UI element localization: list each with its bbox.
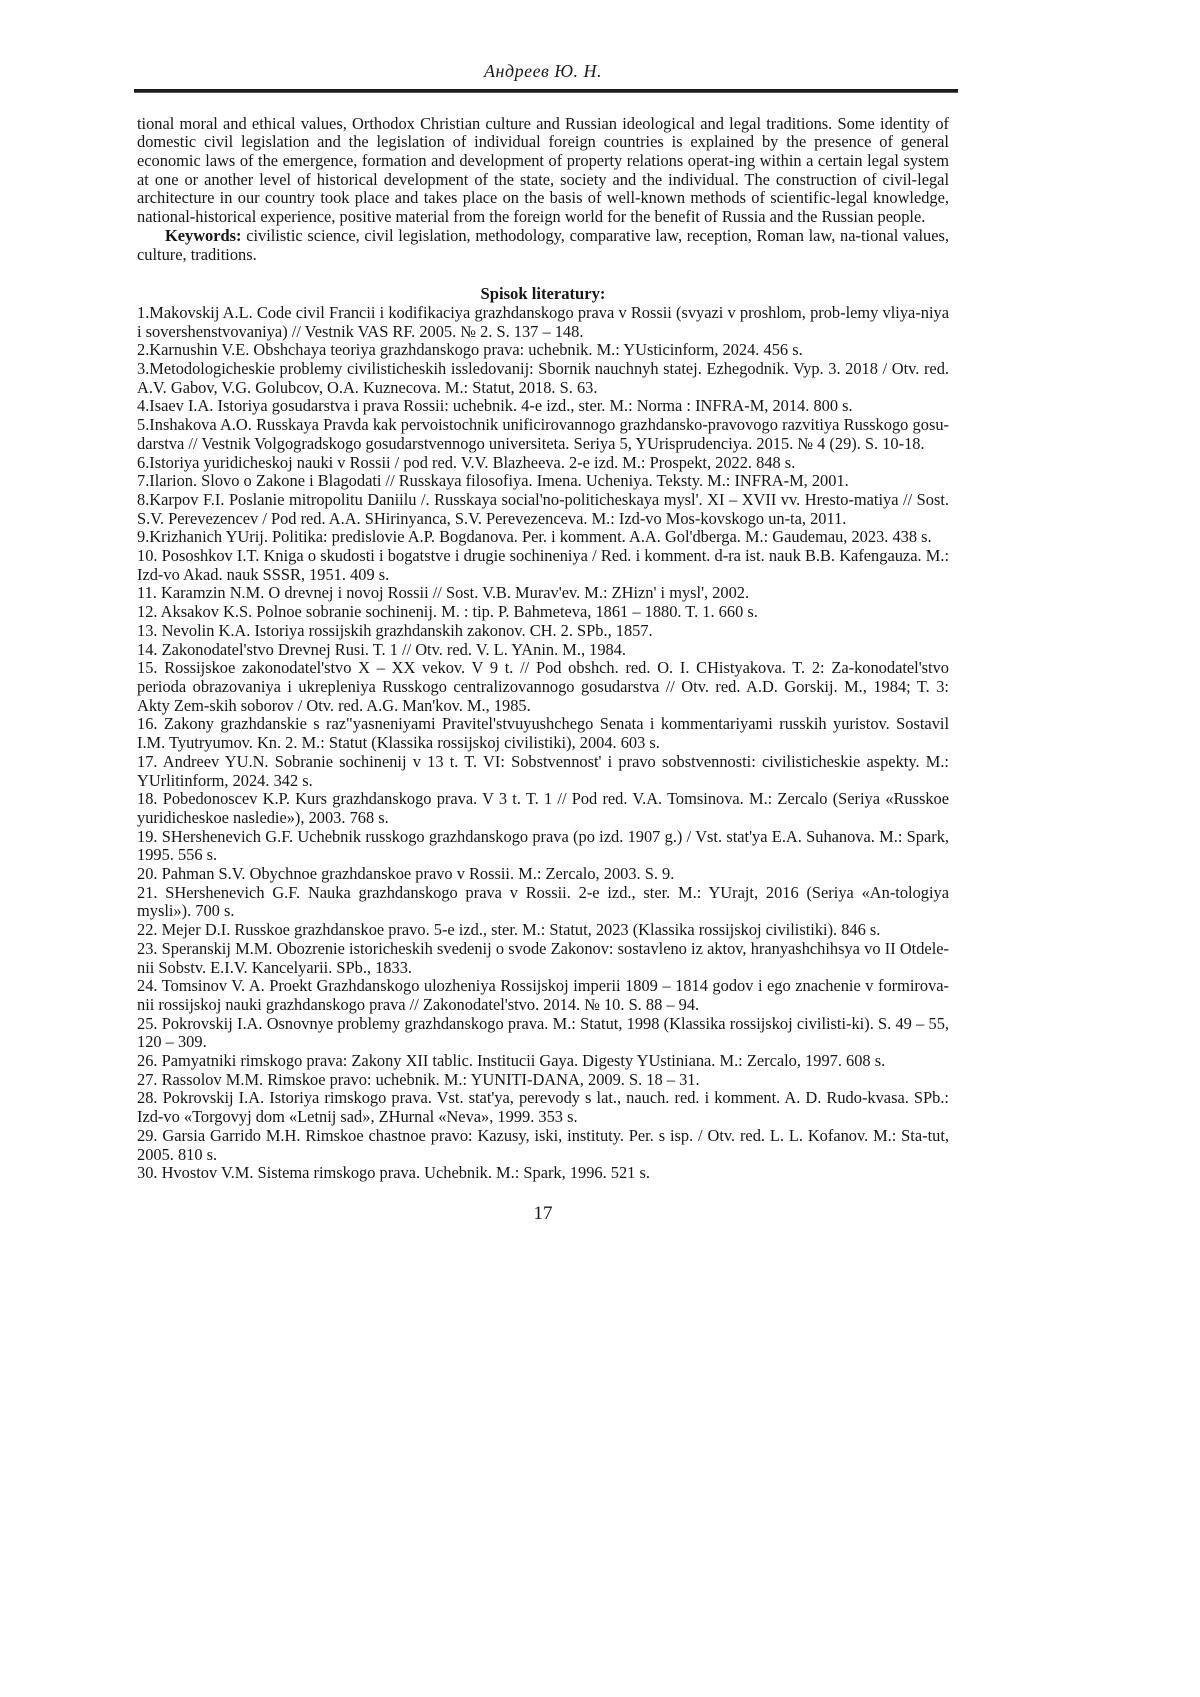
reference-item: 5.Inshakova A.O. Russkaya Pravda kak pervoistochnik unificirovannogo grazhdansko-pravovogo razvitiya Russkogo gosu-darstva // Vestnik Volgogradskogo gosudarstvennogo universiteta. Seriya 5, YUrisprudenciya. 2015. № 4 (29). S. 10-18.: [137, 415, 949, 453]
keywords-text: civilistic science, civil legislation, methodology, comparative law, reception, Roman law, na-tional values, culture, traditions.: [137, 225, 949, 264]
reference-item: 7.Ilarion. Slovo o Zakone i Blagodati // Russkaya filosofiya. Imena. Ucheniya. Teksty. M.: INFRA-M, 2001.: [137, 471, 849, 491]
header-divider-rule: [134, 89, 958, 93]
reference-item: 1.Makovskij A.L. Code civil Francii i kodifikaciya grazhdanskogo prava v Rossii (svyazi v proshlom, prob-lemy vliya-niya i sovershenstvovaniya) // Vestnik VAS RF. 2005. № 2. S. 137 – 148.: [137, 302, 949, 341]
reference-item: 4.Isaev I.A. Istoriya gosudarstva i prava Rossii: uchebnik. 4-e izd., ster. M.: Norma : INFRA-M, 2014. 800 s.: [137, 396, 853, 416]
bibliography-heading: Spisok literatury:: [480, 284, 606, 304]
reference-item: 23. Speranskij M.M. Obozrenie istoricheskih svedenij o svode Zakonov: sostavleno iz aktov, hranyashchihsya vo II Otdele-nii Sobstv. E.I.V. Kancelyarii. SPb., 1833.: [137, 938, 949, 977]
article-body: [137, 115, 949, 1225]
reference-item: 3.Metodologicheskie problemy civilisticheskih issledovanij: Sbornik nauchnyh statej. Ezhegodnik. Vyp. 3. 2018 / Otv. red. A.V. Gabov, V.G. Golubcov, O.A. Kuznecova. M.: Statut, 2018. S. 63.: [137, 359, 949, 397]
reference-item: 25. Pokrovskij I.A. Osnovnye problemy grazhdanskogo prava. M.: Statut, 1998 (Klassika rossijskoj civilisti-ki). S. 49 – 55, 120 – 309.: [137, 1013, 949, 1052]
page-number: 17: [533, 1202, 553, 1224]
reference-item: 21. SHershenevich G.F. Nauka grazhdanskogo prava v Rossii. 2-e izd., ster. M.: YUrajt, 2016 (Seriya «An-tologiya mysli»). 700 s.: [137, 882, 949, 921]
reference-item: 29. Garsia Garrido M.H. Rimskoe chastnoe pravo: Kazusy, iski, instituty. Per. s isp. / Otv. red. L. L. Kofanov. M.: Sta-tut, 2005. 810 s.: [137, 1125, 949, 1164]
reference-item: 28. Pokrovskij I.A. Istoriya rimskogo prava. Vst. stat'ya, perevody s lat., nauch. red. i komment. A. D. Rudo-kvasa. SPb.: Izd-vo «Torgovyj dom «Letnij sad», ZHurnal «Neva», 1999. 353 s.: [137, 1088, 949, 1127]
reference-item: 6.Istoriya yuridicheskoj nauki v Rossii / pod red. V.V. Blazheeva. 2-e izd. M.: Prospekt, 2022. 848 s.: [137, 452, 796, 472]
bibliography-list: [137, 304, 949, 1183]
reference-item: 13. Nevolin K.A. Istoriya rossijskih grazhdanskih zakonov. CH. 2. SPb., 1857.: [137, 620, 653, 640]
reference-item: 14. Zakonodatel'stvo Drevnej Rusi. T. 1 // Otv. red. V. L. YAnin. M., 1984.: [137, 639, 627, 659]
reference-item: 8.Karpov F.I. Poslanie mitropolitu Daniilu /. Russkaya social'no-politicheskaya mysl'. XI – XVII vv. Hresto-matiya // Sost. S.V. Perevezencev / Pod red. A.A. SHirinyanca, S.V. Perevezenceva. M.: Izd-vo Mos-kovskogo un-ta, 2011.: [137, 489, 949, 528]
reference-item: 18. Pobedonoscev K.P. Kurs grazhdanskogo prava. V 3 t. T. 1 // Pod red. V.A. Tomsinova. M.: Zercalo (Seriya «Russkoe yuridicheskoe nasledie»), 2003. 768 s.: [137, 789, 949, 827]
reference-item: 26. Pamyatniki rimskogo prava: Zakony XII tablic. Institucii Gaya. Digesty YUstiniana. M.: Zercalo, 1997. 608 s.: [137, 1051, 886, 1071]
reference-item: 2.Karnushin V.E. Obshchaya teoriya grazhdanskogo prava: uchebnik. M.: YUsticinform, 2024. 456 s.: [137, 340, 803, 360]
reference-item: 11. Karamzin N.M. O drevnej i novoj Rossii // Sost. V.B. Murav'ev. M.: ZHizn' i mysl', 2002.: [137, 583, 750, 603]
reference-item: 16. Zakony grazhdanskie s raz"yasneniyami Pravitel'stvuyushchego Senata i kommentariyami russkih yuristov. Sostavil I.M. Tyutryumov. Kn. 2. M.: Statut (Klassika rossijskoj civilistiki), 2004. 603 s.: [137, 714, 949, 753]
reference-item: 20. Pahman S.V. Obychnoe grazhdanskoe pravo v Rossii. M.: Zercalo, 2003. S. 9.: [137, 864, 675, 884]
reference-item: 17. Andreev YU.N. Sobranie sochinenij v 13 t. T. VI: Sobstvennost' i pravo sobstvennosti: civilisticheskie aspekty. M.: YUrlitinform, 2024. 342 s.: [137, 751, 949, 790]
reference-item: 19. SHershenevich G.F. Uchebnik russkogo grazhdanskogo prava (po izd. 1907 g.) / Vst. stat'ya E.A. Suhanova. M.: Spark, 1995. 556 s.: [137, 826, 949, 865]
reference-item: 30. Hvostov V.M. Sistema rimskogo prava. Uchebnik. M.: Spark, 1996. 521 s.: [137, 1163, 650, 1183]
keywords-paragraph: [137, 227, 949, 264]
running-header-author: Андреев Ю. Н.: [484, 61, 602, 81]
reference-item: 12. Aksakov K.S. Polnoe sobranie sochinenij. M. : tip. P. Bahmeteva, 1861 – 1880. T. 1. 660 s.: [137, 602, 758, 622]
reference-item: 24. Tomsinov V. A. Proekt Grazhdanskogo ulozheniya Rossijskoj imperii 1809 – 1814 godov i ego znachenie v formirova-nii rossijskoj nauki grazhdanskogo prava // Zakonodatel'stvo. 2014. № 10. S. 88 – 94.: [137, 976, 949, 1014]
page-content-column: [137, 0, 949, 1225]
reference-item: 22. Mejer D.I. Russkoe grazhdanskoe pravo. 5-e izd., ster. M.: Statut, 2023 (Klassika rossijskoj civilistiki). 846 s.: [137, 920, 881, 940]
reference-item: 27. Rassolov M.M. Rimskoe pravo: uchebnik. M.: YUNITI-DANA, 2009. S. 18 – 31.: [137, 1069, 700, 1089]
reference-item: 9.Krizhanich YUrij. Politika: predislovie A.P. Bogdanova. Per. i komment. A.A. Gol'dberga. M.: Gaudemau, 2023. 438 s.: [137, 527, 932, 547]
reference-item: 10. Pososhkov I.T. Kniga o skudosti i bogatstve i drugie sochineniya / Red. i komment. d-ra ist. nauk B.B. Kafengauza. M.: Izd-vo Akad. nauk SSSR, 1951. 409 s.: [137, 546, 949, 584]
abstract-continuation-paragraph: tional moral and ethical values, Orthodox Christian culture and Russian ideological and legal traditions. Some identity of domestic civil legislation and the legislation of individual foreign countries is explained by the presence of general economic laws of the emergence, formation and development of property relations operat-ing within a certain legal system at one or another level of historical development of the state, society and the individual. The construction of civil-legal architecture in our country took place and takes place on the basis of well-known methods of scientific-legal knowledge, national-historical experience, positive material from the foreign world for the benefit of Russia and the Russian people.: [137, 113, 949, 227]
keywords-label: Keywords:: [165, 225, 242, 245]
reference-item: 15. Rossijskoe zakonodatel'stvo X – XX vekov. V 9 t. // Pod obshch. red. O. I. CHistyakova. T. 2: Za-konodatel'stvo perioda obrazovaniya i ukrepleniya Russkogo centralizovannogo gosudarstva // Otv. red. A.D. Gorskij. M., 1984; T. 3: Akty Zem-skih soborov / Otv. red. A.G. Man'kov. M., 1985.: [137, 658, 949, 715]
